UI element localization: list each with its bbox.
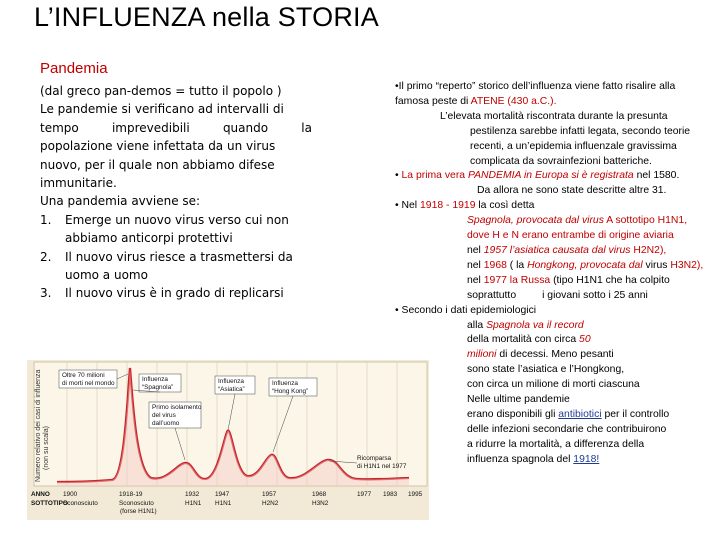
text-span: famosa peste di (395, 95, 471, 107)
year-label: 1947 (215, 491, 230, 498)
text-span: i giovani sotto i 25 anni (542, 289, 648, 301)
highlight-text: A sottotipo H1N1, (603, 215, 688, 227)
highlight-text: ATENE (430 a.C.). (470, 95, 557, 107)
text-line (395, 289, 720, 304)
list-text: Il nuovo virus riesce a trasmettersi da (65, 249, 293, 264)
highlight-text: Hongkong, provocata dal (527, 259, 643, 271)
text-span: nel (467, 274, 484, 286)
row-label-year: ANNO (31, 491, 50, 498)
text-span: di decessi (496, 349, 546, 361)
year-label: 1918-19 (119, 491, 143, 498)
highlight-text: causata dal virus (549, 244, 634, 256)
text-line (395, 199, 720, 214)
subtype-label: Sconosciuto (63, 500, 98, 507)
annotation-russian-2: di H1N1 nel 1977 (357, 463, 407, 470)
text-span: soprattutto (467, 289, 517, 301)
annotation-isolation-3: dall’uomo (152, 420, 180, 427)
annotation-russian-1: Ricomparsa (357, 455, 392, 462)
text-line: delle infezioni secondarie che contribuirono (467, 423, 667, 435)
subtype-label: H1N1 (185, 500, 202, 507)
text-span: nel (467, 259, 484, 271)
text-span: virus (642, 259, 671, 271)
annotation-hongkong-1: Influenza (272, 380, 298, 387)
text-span: erano disponibili gli (467, 408, 559, 420)
word: tempo (40, 120, 79, 135)
text-line (395, 408, 720, 423)
year-label: 1968 (312, 491, 327, 498)
section-subtitle: Pandemia (40, 60, 108, 77)
word: imprevedibili (111, 120, 190, 135)
text-line: Nelle ultime pandemie (467, 394, 570, 406)
left-column (40, 60, 312, 303)
paragraph-line: popolazione viene infettata da un virus (40, 139, 276, 154)
paragraph-line: immunitarie. (40, 176, 117, 191)
text-line (395, 169, 720, 184)
text-line (395, 319, 720, 334)
text-line: Da allora ne sono state descritte altre 31. (477, 185, 667, 197)
subtype-label: H1N1 (215, 500, 232, 507)
text-line (395, 333, 720, 348)
text-line: • Secondo i dati epidemiologici (395, 304, 537, 316)
row-label-subtype: SOTTOTIPO (31, 500, 68, 507)
text-span: la così detta (475, 200, 535, 212)
link-1918[interactable]: 1918! (573, 453, 600, 465)
text-span: della mortalità con circa (467, 334, 580, 346)
highlight-text: milioni (467, 349, 497, 361)
subtype-label: H2N2 (262, 500, 279, 507)
annotation-spanish-2: “Spagnola” (142, 384, 174, 391)
text-line: sono state l’asiatica e l’Hongkong, (467, 364, 625, 376)
text-line (395, 274, 720, 289)
text-line: con circa un milione di morti ciascuna (467, 379, 640, 391)
text-line: pestilenza sarebbe infatti legata, secondo teorie (470, 125, 691, 137)
highlight-text: La prima vera (401, 170, 468, 182)
text-line: recenti, a un’epidemia influenzale gravissima (470, 140, 677, 152)
list-number: 1. (40, 212, 52, 227)
text-span: (tipo H1N1 che ha colpito (550, 274, 670, 286)
paragraph-line: Una pandemia avviene se: (40, 194, 201, 209)
list-item-continuation: uomo a uomo (65, 268, 148, 283)
list-item-continuation: abbiamo anticorpi protettivi (65, 231, 233, 246)
year-label: 1995 (408, 491, 423, 498)
paragraph-line: nuovo, per il quale non abbiamo difese (40, 157, 275, 172)
text-span: . Meno pesanti (545, 349, 614, 361)
text-line: L’elevata mortalità riscontrata durante la presunta (440, 110, 668, 122)
paragraph-line: Le pandemie si verificano ad intervalli di (40, 102, 284, 117)
list-number: 2. (40, 249, 52, 264)
list-number: 3. (40, 286, 52, 301)
highlight-text: Spagnola, provocata dal virus (467, 215, 604, 227)
paragraph-line-justified (40, 119, 312, 137)
highlight-text: PANDEMIA (467, 170, 522, 182)
text-line: complicata da sovrainfezioni batteriche. (470, 155, 652, 167)
highlight-text: 1968 (483, 259, 507, 271)
annotation-deaths-1: Oltre 70 milioni (62, 372, 105, 379)
text-line (395, 453, 720, 468)
year-label: 1932 (185, 491, 200, 498)
highlight-text: H3N2), (670, 259, 704, 271)
highlight-text: Spagnola va il record (486, 319, 584, 331)
annotation-hongkong-2: “Hong Kong” (272, 388, 309, 395)
bullet: • (395, 170, 402, 182)
list-text: Emerge un nuovo virus verso cui non (65, 212, 289, 227)
text-span: • Nel (395, 200, 421, 212)
text-span: nel (467, 244, 484, 256)
year-label: 1900 (63, 491, 78, 498)
right-column (395, 80, 720, 468)
year-label: 1983 (383, 491, 398, 498)
y-axis-label: Numero relativo dei casi di influenza (35, 369, 42, 482)
pandemic-history-figure (27, 360, 429, 520)
list-item (40, 248, 312, 266)
word: la (301, 120, 312, 135)
annotation-isolation-1: Primo isolamento (152, 404, 202, 411)
annotation-asian-1: Influenza (218, 378, 244, 385)
link-antibiotici[interactable]: antibiotici (558, 408, 602, 420)
subtype-label-extra: (forse H1N1) (120, 508, 157, 515)
highlight-text: in Europa si è registrata (521, 170, 634, 182)
y-axis-label-2: (non su scala) (43, 426, 50, 470)
text-line (395, 259, 720, 274)
highlight-text: 1918 - 1919 (420, 200, 476, 212)
list-text: Il nuovo virus è in grado di replicarsi (65, 286, 284, 301)
annotation-deaths-2: di morti nel mondo (62, 380, 115, 387)
subtype-label: H3N2 (312, 500, 329, 507)
year-label: 1957 (262, 491, 277, 498)
annotation-asian-2: “Asiatica” (218, 386, 245, 393)
highlight-text: H2N2), (633, 244, 667, 256)
text-line (395, 95, 720, 110)
highlight-text: 1977 la Russa (483, 274, 551, 286)
annotation-spanish-1: Influenza (142, 376, 168, 383)
text-line: •Il primo “reperto” storico dell’influenza viene fatto risalire alla (395, 81, 676, 92)
definition-line: (dal greco pan-demos = tutto il popolo ) (40, 84, 282, 98)
text-line: a ridurre la mortalità, a differenza della (467, 438, 645, 450)
text-line (395, 214, 720, 229)
text-span: influenza spagnola del (467, 453, 574, 465)
page-title: L’INFLUENZA nella STORIA (34, 2, 379, 32)
highlight-text: 1957 l’asiatica (483, 244, 550, 256)
word: quando (222, 120, 269, 135)
list-item (40, 284, 312, 302)
year-label: 1977 (357, 491, 372, 498)
text-span: alla (467, 319, 487, 331)
list-item (40, 211, 312, 229)
text-line (395, 244, 720, 259)
text-line: dove H e N erano entrambe di origine aviaria (467, 230, 674, 242)
highlight-text: 50 (579, 334, 591, 346)
subtype-label: Sconosciuto (119, 500, 154, 507)
text-span: per il controllo (601, 408, 670, 420)
text-span: ( la (506, 259, 528, 271)
text-span: nel 1580. (633, 170, 680, 182)
annotation-isolation-2: del virus (152, 412, 176, 419)
text-line (395, 348, 720, 363)
